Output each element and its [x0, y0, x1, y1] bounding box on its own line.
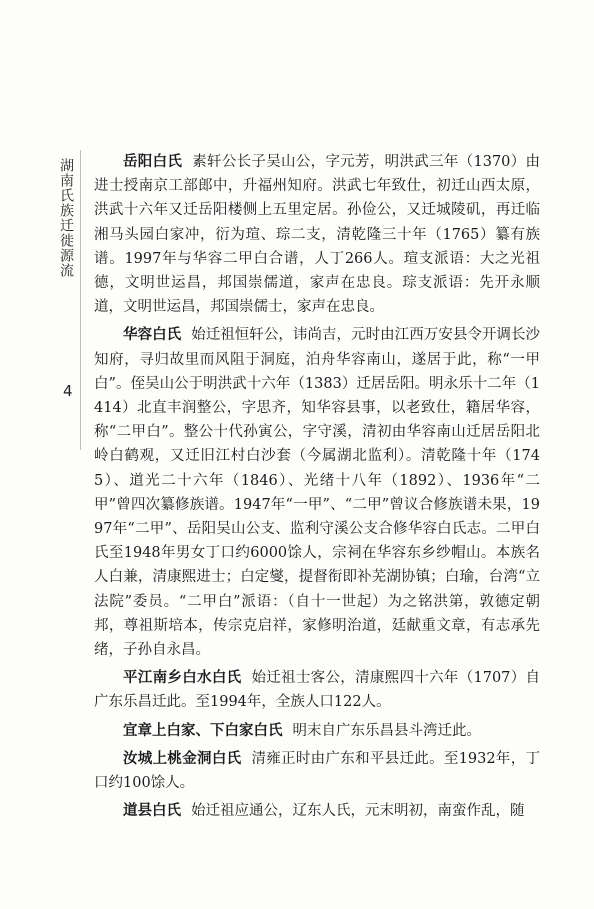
entry-heading: 平江南乡白水白氏 [123, 670, 242, 687]
entry-paragraph [94, 150, 540, 319]
entry-paragraph [94, 747, 540, 795]
entry-paragraph [94, 719, 540, 743]
entry-text: 始迁祖恒轩公，讳尚吉，元时由江西万安县令开调长沙知府，寻归故里而风阻于洞庭，泊舟华容南山，遂居于此，称“一甲白”。侄吴山公于明洪武十六年（1383）迁居岳阳。明永乐十二年（1414）北直丰润整公，字思齐，知华容县事，以老致仕，籍居华容，称“二甲白”。整公十代孙寅公，字守溪，清初由华容南山迁居岳阳北岭白鹤观，又迁旧江村白沙套（今属湖北监利）。清乾隆十年（1745）、道光二十六年（1846）、光绪十八年（1892）、1936年“二甲”曾四次纂修族谱。1947年“一甲”、“二甲”曾议合修族谱未果，1997年“二甲”、岳阳吴山公支、监利守溪公支合修华容白氏志。二甲白氏至1948年男女丁口约6000馀人，宗祠在华容东乡纱帽山。本族名人白兼，清康熙进士；白定燮，提督衔即补芜湖协镇；白瑜，台湾“立法院”委员。“二甲白”派语：（自十一世起）为之铭洪第，敦德定朝邦，尊祖斯培本，传宗克启祥，家修明治道，廷献重文章，有志承先绪，子孙自永昌。 [94, 327, 541, 659]
entry-paragraph [94, 799, 540, 823]
entry-heading: 岳阳白氏 [123, 154, 183, 170]
page-number: 4 [63, 382, 73, 400]
entry-paragraph [94, 323, 540, 662]
entry-heading: 道县白氏 [123, 803, 181, 820]
page-body [94, 150, 540, 827]
entry-text: 始迁祖应通公，辽东人氏，元末明初，南蛮作乱，随 [191, 803, 525, 820]
entry-text: 明末自广东乐昌县斗湾迁此。 [292, 722, 481, 739]
entry-paragraph [94, 666, 540, 714]
entry-text: 清雍正时由广东和平县迁此。至1932年，丁口约100馀人。 [94, 750, 541, 792]
entry-text: 始迁祖士客公，清康熙四十六年（1707）自广东乐昌迁此。至1994年，全族人口122人。 [94, 670, 541, 711]
entry-heading: 宜章上白家、下白家白氏 [123, 722, 283, 739]
book-title: 湖南氏族迁徙源流 [58, 158, 74, 278]
entry-text: 素轩公长子吴山公，字元芳，明洪武三年（1370）由进士授南京工部郎中，升福州知府。洪武七年致仕，初迁山西太原，洪武十六年又迁岳阳楼侧上五里定居。孙俭公，又迁城陵矶，再迁临湘马头园白家冲，衍为瑄、琮二支，清乾隆三十年（1765）纂有族谱。1997年与华容二甲白合谱，人丁266人。瑄支派语：大之光祖德，文明世运昌，邦国崇儒道，家声在忠良。琮支派语：先开永顺道，文明世运昌，邦国崇儒士，家声在忠良。 [94, 154, 540, 316]
entry-heading: 华容白氏 [123, 327, 182, 344]
margin-rule [80, 150, 81, 450]
entry-heading: 汝城上桃金洞白氏 [123, 750, 242, 767]
